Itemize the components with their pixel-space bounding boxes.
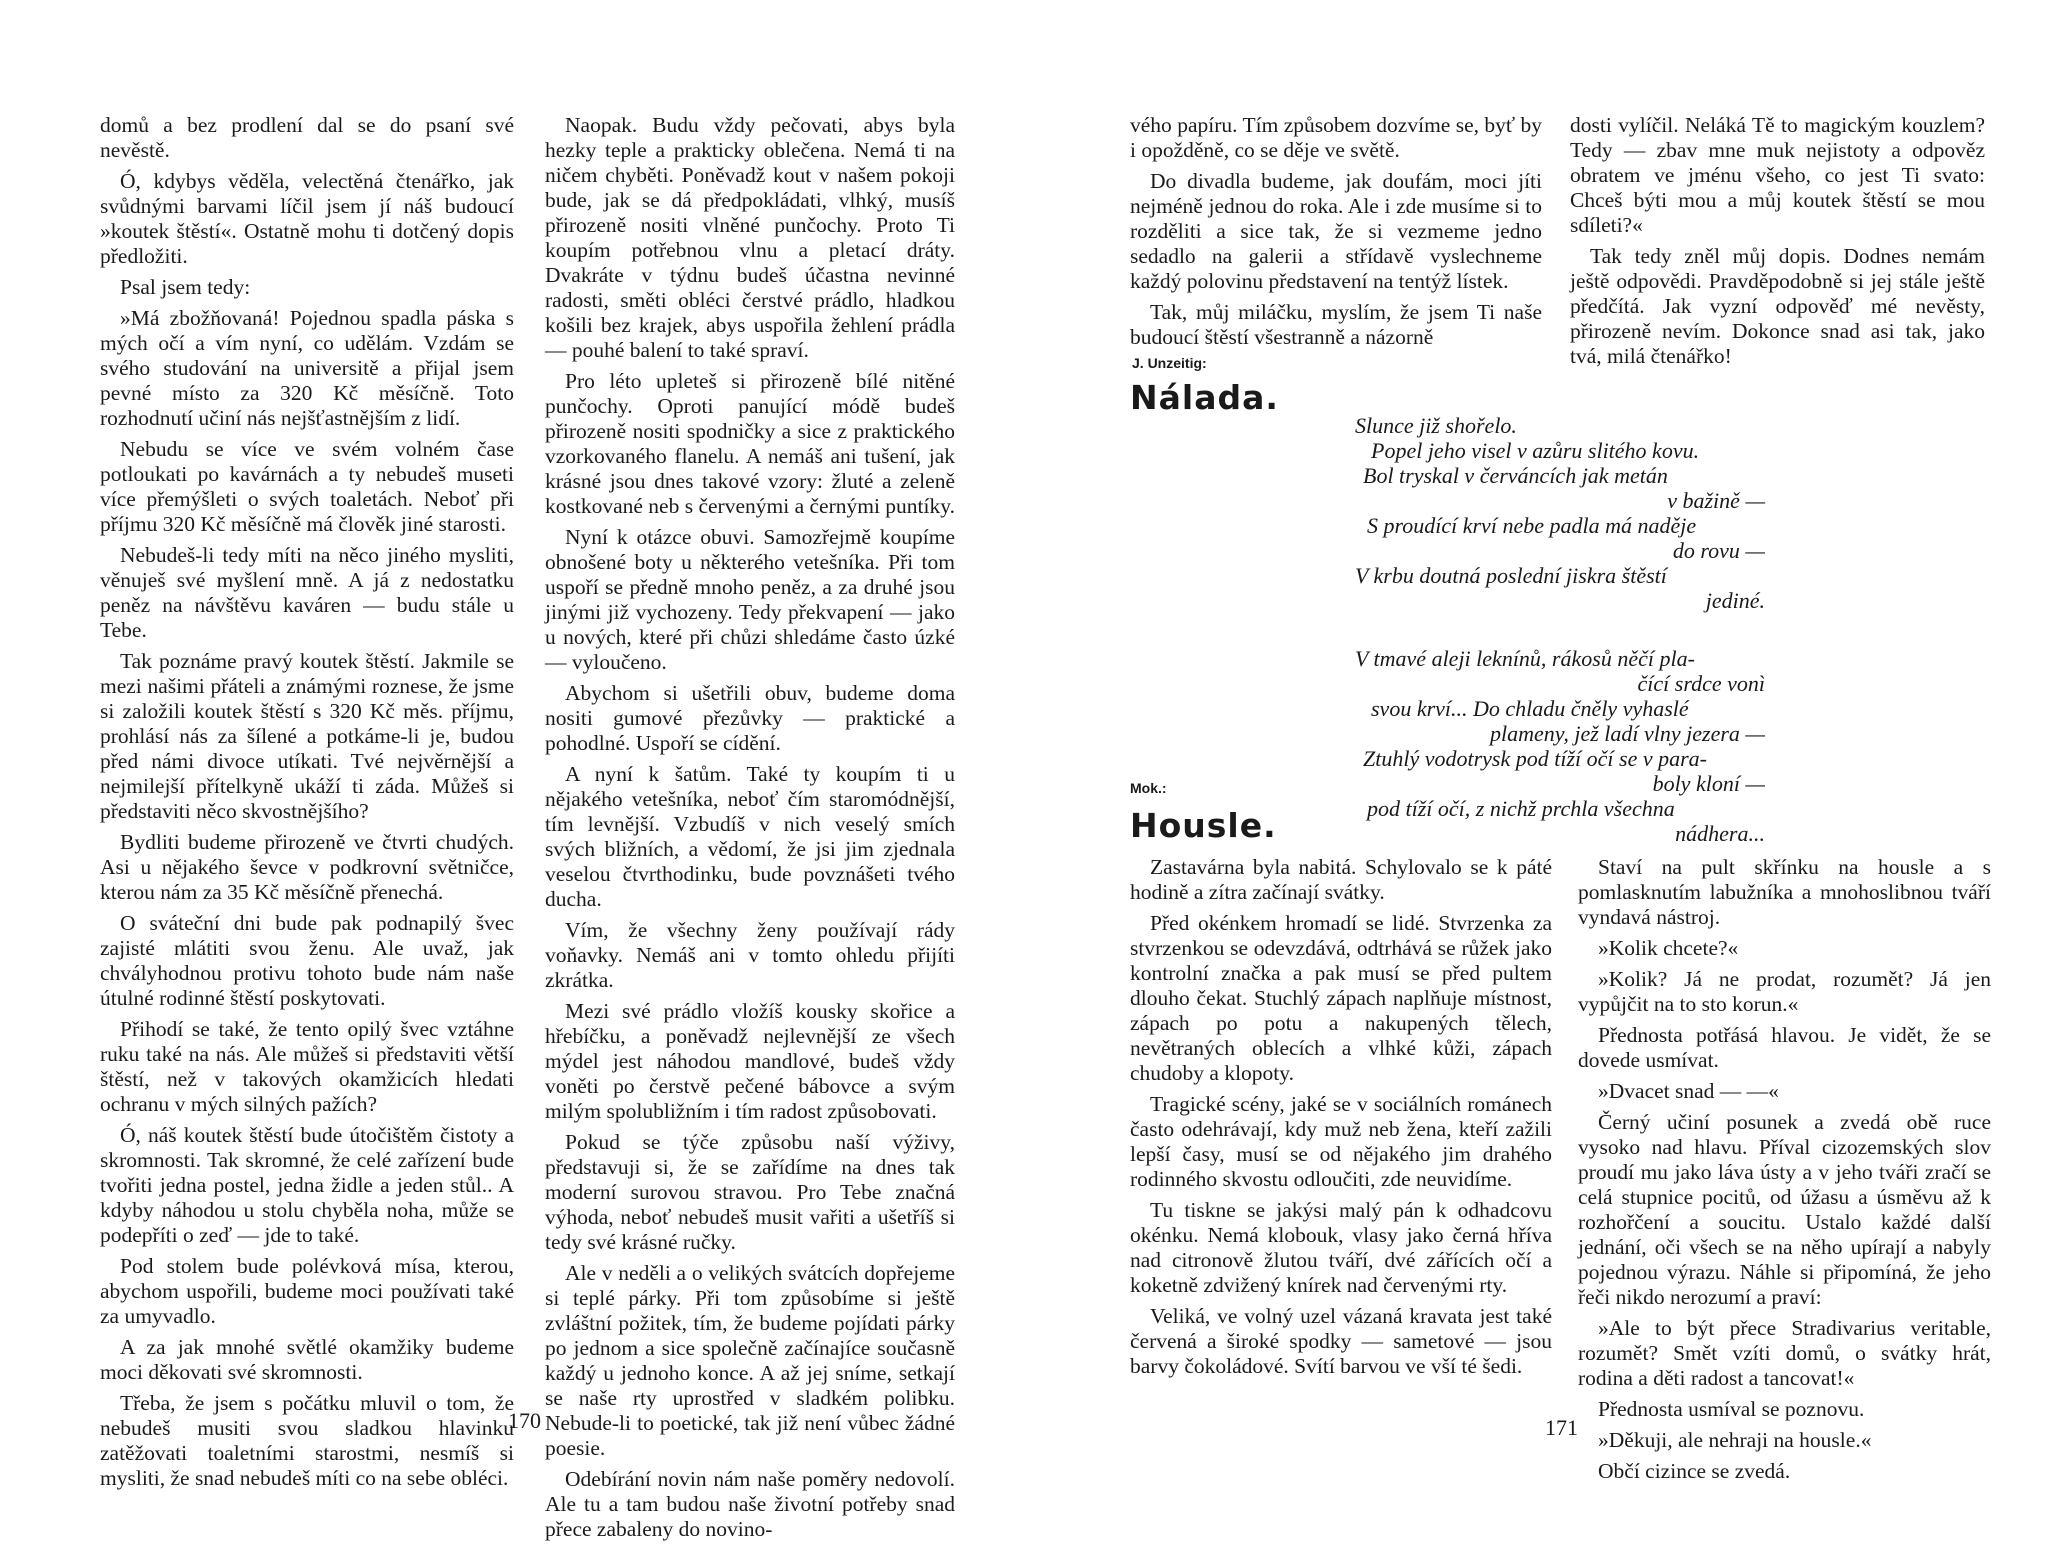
paragraph: »Kolik chcete?«: [1598, 936, 1739, 960]
poem-title: Nálada.: [1130, 378, 1279, 417]
poem-line: Ztuhlý vodotrysk pod tíží očí se v para-: [1363, 746, 1708, 771]
poem-author: J. Unzeitig:: [1132, 355, 1207, 371]
paragraph: O sváteční dni bude pak podnapilý švec zajisté mlátiti svou ženu. Ale uvaž, jak chvályhodnou protivu tohoto bude nám naše útulné rodinné štěstí poskytovati.: [100, 911, 514, 1010]
right-page-column-1-top: [1130, 113, 1542, 356]
paragraph: Veliká, ve volný uzel vázaná kravata jest také červená a široké spodky — sametové — jsou barvy čokoládové. Svítí barvou ve vší té šedi.: [1130, 1304, 1552, 1378]
paragraph: Nebudu se více ve svém volném čase potloukati po kavárnách a ty nebudeš museti více přemýšleti o svých toaletách. Neboť při příjmu 320 Kč měsíčně má člověk jiné starosti.: [100, 437, 514, 536]
paragraph: Pokud se týče způsobu naší výživy, představuji si, že se zařídíme na dnes tak moderní surovou stravou. Pro Tebe značná výhoda, neboť nebudeš musit vařiti a ušetříš si tedy své krásné ručky.: [545, 1130, 955, 1254]
paragraph: »Kolik? Já ne prodat, rozumět? Já jen vypůjčit na to sto korun.«: [1578, 967, 1991, 1016]
paragraph: Ale v neděli a o velikých svátcích dopřejeme si teplé párky. Při tom způsobíme si ještě zvláštní požitek, tím, že budeme pojídati párky po jednom a sice společně začínajíce současně každý u jednoho konce. A až jej sníme, setkají se naše rty uprostřed v sladkém polibku. Nebude-li to poetické, tak již není vůbec žádné poesie.: [545, 1261, 955, 1460]
paragraph: Bydliti budeme přirozeně ve čtvrti chudých. Asi u nějakého ševce v podkrovní světničce, kterou nám za 35 Kč měsíčně přenechá.: [100, 830, 514, 904]
paragraph: »Má zbožňovaná! Pojednou spadla páska s mých očí a vím nyní, co udělám. Vzdám se svého studování na universitě a přijal jsem pevné místo za 320 Kč měsíčně. Toto rozhodnutí učiní nás nejšťastnějším z lidí.: [100, 306, 514, 430]
paragraph: Abychom si ušetřili obuv, budeme doma nositi gumové přezůvky — praktické a pohodlné. Uspoří se cídění.: [545, 681, 955, 755]
paragraph: Ó, kdybys věděla, velectěná čtenářko, jak svůdnými barvami líčil jsem jí náš budoucí »koutek štěstí«. Ostatně mohu ti dotčený dopis předložiti.: [100, 169, 514, 268]
paragraph: Tu tiskne se jakýsi malý pán k odhadcovu okénku. Nemá klobouk, vlasy jako černá hříva nad citronově žlutou tváří, dvé zářících očí a koketně zdvižený knírek nad červenými rty.: [1130, 1198, 1552, 1297]
story-column-1: [1130, 855, 1552, 1385]
poem-line: Popel jeho visel v azůru slitého kovu.: [1371, 438, 1700, 463]
poem-line-continuation: boly kloní —: [1652, 771, 1765, 796]
poem-line: V krbu doutná poslední jiskra štěstí: [1355, 563, 1667, 588]
paragraph: Zastavárna byla nabitá. Schylovalo se k páté hodině a zítra začínají svátky.: [1130, 855, 1552, 904]
poem-line: V tmavé aleji leknínů, rákosů něčí pla-: [1355, 646, 1695, 671]
paragraph: Přednosta usmíval se poznovu.: [1598, 1397, 1865, 1421]
paragraph: »Děkuji, ale nehraji na housle.«: [1598, 1428, 1872, 1452]
paragraph: »Ale to být přece Stradivarius veritable, rozumět? Smět vzíti domů, o svátky hrát, rodina a děti radost a tancovat!«: [1578, 1316, 1991, 1390]
paragraph: Přednosta potřásá hlavou. Je vidět, že se dovede usmívat.: [1578, 1023, 1991, 1072]
poem-stanza-2: [1355, 646, 1765, 846]
paragraph: Třeba, že jsem s počátku mluvil o tom, že nebudeš musiti svou sladkou hlavinku zatěžovati toaletními starostmi, nesmíš si mysliti, že snad nebudeš míti co na sebe obléci.: [100, 1391, 514, 1490]
poem-line-continuation: plameny, jež ladí vlny jezera —: [1490, 721, 1765, 746]
left-page-column-2: [545, 113, 955, 1548]
paragraph: Tragické scény, jaké se v sociálních románech často odehrávají, kdy muž neb žena, kteří zažili lepší časy, musí se od nějakého jim drahého rodinného skvostu odloučiti, zde neuvidíme.: [1130, 1092, 1552, 1191]
poem-line-continuation: do rovu —: [1672, 538, 1765, 563]
poem-body: [1355, 413, 1765, 879]
paragraph: Občí cizince se zvedá.: [1598, 1459, 1791, 1483]
poem-line: Slunce již shořelo.: [1355, 413, 1517, 438]
right-page-column-2-top: [1570, 113, 1985, 375]
paragraph: A za jak mnohé světlé okamžiky budeme moci děkovati své skromnosti.: [100, 1335, 514, 1384]
left-page-column-1: [100, 113, 514, 1497]
paragraph: vého papíru. Tím způsobem dozvíme se, byť by i opožděně, co se děje ve světě.: [1130, 113, 1542, 162]
page-number-left: 170: [508, 1408, 541, 1433]
paragraph: Před okénkem hromadí se lidé. Stvrzenka za stvrzenkou se odevzdává, odtrhává se růžek jako kontrolní značka a pak musí se před pultem dlouho čekat. Stuchlý zápach naplňuje místnost, zápach po potu a nakupených tělech, nevětraných oblecích a vlhké kůži, zápach chudoby a klopoty.: [1130, 911, 1552, 1085]
paragraph: Pod stolem bude polévková mísa, kterou, abychom uspořili, budeme moci používati také za umyvadlo.: [100, 1254, 514, 1328]
poem-line: svou krví... Do chladu čněly vyhaslé: [1371, 696, 1689, 721]
paragraph: Ó, náš koutek štěstí bude útočištěm čistoty a skromnosti. Tak skromné, že celé zařízení bude tvořiti jedna postel, jedna židle a jeden stůl.. A kdyby náhodou u stolu chyběla noha, může se podepříti o zeď — jde to také.: [100, 1123, 514, 1247]
paragraph: Mezi své prádlo vložíš kousky skořice a hřebíčku, a poněvadž nejlevnější ze všech mýdel jest náhodou mandlové, budeš vždy voněti po čerstvě pečené bábovce a svým milým spolubližním i tím radost způsobovati.: [545, 999, 955, 1123]
paragraph: Odebírání novin nám naše poměry nedovolí. Ale tu a tam budou naše životní potřeby snad přece zabaleny do novino-: [545, 1467, 955, 1541]
poem-line-continuation: jediné.: [1705, 588, 1765, 613]
poem-line-continuation: čící srdce vonì: [1637, 671, 1765, 696]
page-number-right: 171: [1545, 1415, 1578, 1440]
paragraph: Psal jsem tedy:: [120, 275, 251, 299]
paragraph: »Dvacet snad — —«: [1598, 1079, 1779, 1103]
paragraph: Nyní k otázce obuvi. Samozřejmě koupíme obnošené boty u některého vetešníka. Při tom uspoří se předně mnoho peněz, a za druhé jsou jinými již vychozeny. Tedy překvapení — jako u nových, které při chůzi shledáme často úzké — vyloučeno.: [545, 525, 955, 674]
poem-line-continuation: nádhera...: [1675, 821, 1765, 846]
paragraph: Pro léto upleteš si přirozeně bílé nitěné punčochy. Oproti panující módě budeš přirozeně nositi spodničky a sice z praktického vzorkovaného flanelu. A nemáš ani tušení, jak krásné jsou dnes takové vzory: žluté a zeleně kostkované neb s červenými a černými puntíky.: [545, 369, 955, 518]
poem-line: Bol tryskal v červáncích jak metán: [1363, 463, 1668, 488]
story-column-2: [1578, 855, 1991, 1490]
story-author: Mok.:: [1130, 780, 1167, 796]
poem-stanza-1: [1355, 413, 1765, 613]
story-title: Housle.: [1130, 806, 1277, 845]
paragraph: Přihodí se také, že tento opilý švec vztáhne ruku také na nás. Ale můžeš si představiti větší štěstí, než v takových okamžicích hledati ochranu v mých silných pažích?: [100, 1017, 514, 1116]
paragraph: Vím, že všechny ženy používají rády voňavky. Nemáš ani v tomto ohledu přijíti zkrátka.: [545, 918, 955, 992]
paragraph: Černý učiní posunek a zvedá obě ruce vysoko nad hlavu. Příval cizozemských slov proudí mu jako láva ústy a v jeho tváři zračí se celá stupnice pocitů, od úžasu a úsměvu až k rozhořčení a soucitu. Ustalo každé další jednání, oči všech se na něho upírají a nabyly pojednou výrazu. Náhle si připomíná, že jeho řeči nikdo nerozumí a praví:: [1578, 1110, 1991, 1309]
paragraph: Naopak. Budu vždy pečovati, abys byla hezky teple a prakticky oblečena. Nemá ti na ničem chyběti. Poněvadž kout v našem pokoji bude, jak se dá předpokládati, vlhký, musíš přirozeně nositi vlněné punčochy. Proto Ti koupím potřebnou vlnu a pletací dráty. Dvakráte v týdnu budeš účastna nevinné radosti, směti obléci čerstvé prádlo, hladkou košili bez krajek, abys uspořila žehlení prádla — pouhé balení to také spraví.: [545, 113, 955, 362]
poem-line-continuation: v bažině —: [1667, 488, 1765, 513]
paragraph: Tak tedy zněl můj dopis. Dodnes nemám ještě odpovědi. Pravděpodobně si jej stále ještě předčítá. Jak vyzní odpověď mé nevěsty, přirozeně nevím. Dokonce snad asi tak, jako tvá, milá čtenářko!: [1570, 244, 1985, 368]
paragraph: dosti vylíčil. Neláká Tě to magickým kouzlem? Tedy — zbav mne muk nejistoty a odpověz obratem ve jménu všeho, co jest Ti svato: Chceš býti mou a můj koutek štěstí se mou sdíleti?«: [1570, 113, 1985, 237]
paragraph: Nebudeš-li tedy míti na něco jiného mysliti, věnuješ své myšlení mně. A já z nedostatku peněz na návštěvu kaváren — budu stále u Tebe.: [100, 543, 514, 642]
paragraph: Staví na pult skřínku na housle a s pomlasknutím labužníka a mnohoslibnou tváří vyndavá nástroj.: [1578, 855, 1991, 929]
paragraph: domů a bez prodlení dal se do psaní své nevěstě.: [100, 113, 514, 162]
poem-line: pod tíží očí, z nichž prchla všechna: [1367, 796, 1675, 821]
paragraph: Tak, můj miláčku, myslím, že jsem Ti naše budoucí štěstí všestranně a názorně: [1130, 300, 1542, 349]
paragraph: Tak poznáme pravý koutek štěstí. Jakmile se mezi našimi přáteli a známými roznese, že jsme si založili koutek štěstí s 320 Kč měs. příjmu, prohlásí nás za šílené a potkáme-li je, budou před námi divoce utíkati. Tvé nejvěrnější a nejmilejší přítelkyně ukáží ti záda. Můžeš si představiti něco skvostnějšího?: [100, 649, 514, 823]
poem-line: S proudící krví nebe padla má naděje: [1367, 513, 1697, 538]
paragraph: A nyní k šatům. Také ty koupím ti u nějakého vetešníka, neboť čím staromódnější, tím levnější. Vzbudíš v nich veselý smích svých bližních, a vědomí, že jsi jim zjednala veselou čtvrthodinku, bude povznášeti tvého ducha.: [545, 762, 955, 911]
paragraph: Do divadla budeme, jak doufám, moci jíti nejméně jednou do roka. Ale i zde musíme si to rozděliti a sice tak, že si vezmeme jedno sedadlo na galerii a střídavě vyslechneme každý polovinu představení na tentýž lístek.: [1130, 169, 1542, 293]
